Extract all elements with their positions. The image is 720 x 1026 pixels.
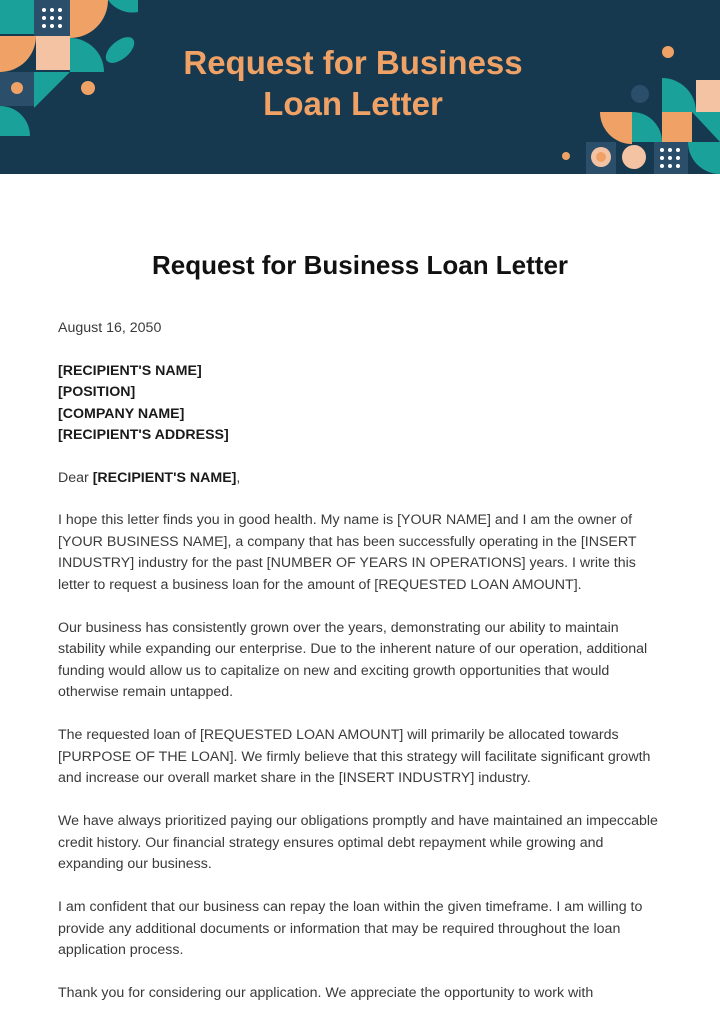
paragraph: We have always prioritized paying our obligations promptly and have maintained an impeccable credit history. Our financial strategy ensures optimal debt repayment while growing and expanding our business. bbox=[58, 813, 658, 872]
paragraph: Our business has consistently grown over the years, demonstrating our ability to maintain stability while expanding our enterprise. Due to the inherent nature of our operation, additional funding would allow us to capitalize on new and exciting growth opportunities that would otherwise remain untapped. bbox=[58, 619, 648, 700]
letter-body bbox=[58, 318, 664, 1026]
recipient-position: [POSITION] bbox=[58, 384, 136, 400]
document-title: Request for Business Loan Letter bbox=[151, 250, 569, 280]
salutation bbox=[58, 468, 664, 490]
banner-title-line-2: Loan Letter bbox=[263, 85, 443, 122]
letter-date: August 16, 2050 bbox=[58, 320, 162, 336]
recipient-block bbox=[58, 361, 664, 447]
paragraph: The requested loan of [REQUESTED LOAN AMOUNT] will primarily be allocated towards [PURPOSE OF THE LOAN]. We firmly believe that this strategy will facilitate significant growth and increase our overall market share in the [INSERT INDUSTRY] industry. bbox=[58, 727, 651, 786]
salutation-name: [RECIPIENT'S NAME] bbox=[92, 469, 237, 486]
paragraph: Thank you for considering our application. We appreciate the opportunity to work with bbox=[58, 985, 594, 1001]
salutation-suffix: , bbox=[236, 469, 241, 486]
paragraph: I am confident that our business can repay the loan within the given timeframe. I am willing to provide any additional documents or information that may be required throughout the loan application process. bbox=[58, 899, 643, 958]
recipient-name: [RECIPIENT'S NAME] bbox=[58, 362, 202, 379]
recipient-company: [COMPANY NAME] bbox=[58, 405, 185, 422]
salutation-prefix: Dear bbox=[58, 469, 93, 486]
header-banner bbox=[0, 0, 720, 174]
recipient-address: [RECIPIENT'S ADDRESS] bbox=[58, 427, 229, 443]
paragraph: I hope this letter finds you in good health. My name is [YOUR NAME] and I am the owner of [YOUR BUSINESS NAME], a company that has been successfully operating in the [INSERT INDUSTRY] industry for the past [NUMBER OF YEARS IN OPERATIONS] years. I write this letter to request a business loan for the amount of [REQUESTED LOAN AMOUNT]. bbox=[58, 512, 637, 593]
banner-title-line-1: Request for Business bbox=[183, 44, 523, 81]
banner-title bbox=[150, 42, 556, 124]
